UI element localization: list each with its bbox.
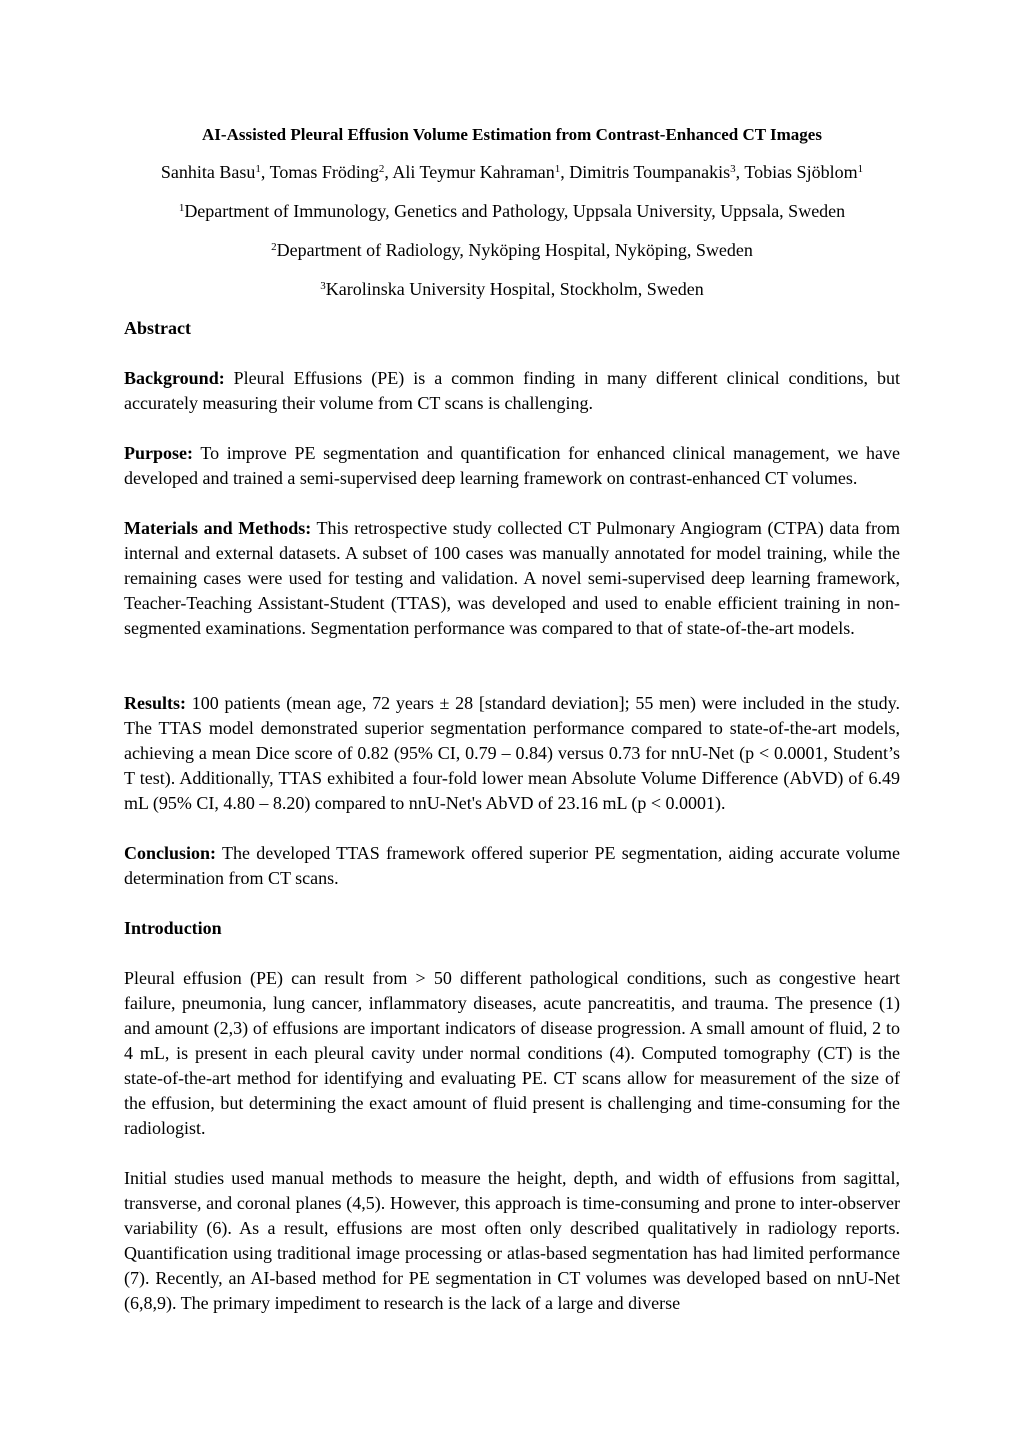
- author-name: Tomas Fröding: [269, 162, 379, 182]
- affiliation-line: [0, 238, 1024, 262]
- affiliation-text: Department of Immunology, Genetics and Pathology, Uppsala University, Uppsala, Sweden: [184, 201, 846, 221]
- section-label: Results:: [124, 693, 186, 713]
- author-separator: ,: [260, 162, 270, 182]
- section-text: 100 patients (mean age, 72 years ± 28 [standard deviation]; 55 men) were included in the study. The TTAS model demonstrated superior segmentation performance compared to state-of-the-art models, achieving a mean Dice score of 0.82 (95% CI, 0.79 – 0.84) versus 0.73 for nnU-Net (p < 0.0001, Student’s T test). Additionally, TTAS exhibited a four-fold lower mean Absolute Volume Difference (AbVD) of 6.49 mL (95% CI, 4.80 – 8.20) compared to nnU-Net's AbVD of 23.16 mL (p < 0.0001).: [124, 693, 900, 813]
- abstract-heading: Abstract: [124, 318, 191, 338]
- section-label: Conclusion:: [124, 843, 217, 863]
- intro-paragraph: Initial studies used manual methods to measure the height, depth, and width of effusions from sagittal, transverse, and coronal planes (4,5). However, this approach is time-consuming and prone to inter-observer variability (6). As a result, effusions are most often only described qualitatively in radiology reports. Quantification using traditional image processing or atlas-based segmentation has had limited performance (7). Recently, an AI-based method for PE segmentation in CT volumes was developed based on nnU-Net (6,8,9). The primary impediment to research is the lack of a large and diverse: [124, 1168, 900, 1313]
- affiliation-number: 3: [320, 280, 326, 292]
- paper-title: AI-Assisted Pleural Effusion Volume Estimation from Contrast-Enhanced CT Images: [202, 125, 822, 144]
- author-affiliation-mark: 3: [730, 163, 736, 175]
- affiliation-text: Karolinska University Hospital, Stockholm, Sweden: [325, 279, 704, 299]
- section-text: The developed TTAS framework offered superior PE segmentation, aiding accurate volume determination from CT scans.: [124, 843, 900, 888]
- section-label: Background:: [124, 368, 225, 388]
- section-text: To improve PE segmentation and quantification for enhanced clinical management, we have developed and trained a semi-supervised deep learning framework on contrast-enhanced CT volumes.: [124, 443, 900, 488]
- author-affiliation-mark: 1: [554, 163, 561, 175]
- section-text: This retrospective study collected CT Pulmonary Angiogram (CTPA) data from internal and external datasets. A subset of 100 cases was manually annotated for model training, while the remaining cases were used for testing and validation. A novel semi-supervised deep learning framework, Teacher-Teaching Assistant-Student (TTAS), was developed and used to enable efficient training in non-segmented examinations. Segmentation performance was compared to that of state-of-the-art models.: [124, 518, 901, 638]
- author-affiliation-mark: 1: [255, 163, 261, 175]
- author-affiliation-mark: 2: [378, 163, 385, 175]
- section-label: Materials and Methods:: [124, 518, 312, 538]
- intro-paragraph: Pleural effusion (PE) can result from > 50 different pathological conditions, such as congestive heart failure, pneumonia, lung cancer, inflammatory diseases, acute pancreatitis, and trauma. The presence (1) and amount (2,3) of effusions are important indicators of disease progression. A small amount of fluid, 2 to 4 mL, is present in each pleural cavity under normal conditions (4). Computed tomography (CT) is the state-of-the-art method for identifying and evaluating PE. CT scans allow for measurement of the size of the effusion, but determining the exact amount of fluid present is challenging and time-consuming for the radiologist.: [124, 968, 900, 1138]
- author-name: Ali Teymur Kahraman: [392, 162, 555, 182]
- section-text: Pleural Effusions (PE) is a common finding in many different clinical conditions, but accurately measuring their volume from CT scans is challenging.: [124, 368, 900, 413]
- author-separator: ,: [384, 162, 393, 182]
- abstract-methods: [124, 516, 900, 641]
- affiliation-text: Department of Radiology, Nyköping Hospital, Nyköping, Sweden: [276, 240, 753, 260]
- author-name: Dimitris Toumpanakis: [569, 162, 731, 182]
- abstract-conclusion: [124, 841, 900, 891]
- author-name: Sanhita Basu: [160, 162, 256, 182]
- affiliation-number: 1: [178, 202, 185, 214]
- abstract-results: [124, 691, 900, 816]
- abstract-background: [124, 366, 900, 416]
- introduction-heading: Introduction: [124, 918, 222, 938]
- author-affiliation-mark: 1: [857, 163, 864, 175]
- affiliation-line: [0, 277, 1024, 301]
- affiliation-line: [0, 199, 1024, 223]
- section-label: Purpose:: [124, 443, 193, 463]
- abstract-purpose: [124, 441, 900, 491]
- author-separator: ,: [735, 162, 745, 182]
- author-list: [0, 160, 1024, 184]
- author-separator: ,: [560, 162, 570, 182]
- affiliation-number: 2: [271, 241, 277, 253]
- author-name: Tobias Sjöblom: [744, 162, 858, 182]
